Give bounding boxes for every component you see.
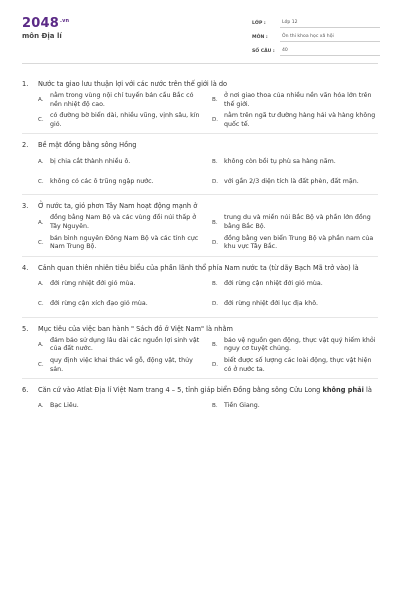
subject-title: môn Địa lí [22,32,62,40]
question-text [22,141,378,150]
meta-row-subject [252,28,380,42]
question-divider [22,256,378,257]
question-text-before: Căn cứ vào Atlat Địa lí Việt Nam trang 4 – 5, tỉnh giáp biển Đồng bằng sông Cửu Long [38,386,323,395]
option-letter: C. [38,178,44,185]
site-logo[interactable] [22,16,69,31]
question-number: 6. [22,386,29,395]
option-text: trung du và miền núi Bắc Bộ và phần lớn đồng bằng Bắc Bộ. [224,214,371,230]
option-grid [22,153,378,190]
question-number: 4. [22,263,29,272]
option-grid [22,214,378,251]
header-divider [22,63,378,64]
option-b[interactable] [212,337,378,354]
option-letter: A. [38,403,44,410]
option-c[interactable] [38,296,204,313]
question-body: Cảnh quan thiên nhiên tiêu biểu của phần lãnh thổ phía Nam nước ta (từ dãy Bạch Mã trở vào) là [38,263,359,272]
option-letter: C. [38,117,44,124]
question-text [22,386,378,395]
question-body [38,386,378,395]
question-number: 3. [22,202,29,211]
option-text: đới rừng nhiệt đới gió mùa. [50,279,136,287]
option-text: biết được số lượng các loài động, thực vật hiện có ở nước ta. [224,356,372,373]
option-letter: D. [212,117,219,124]
option-text: đồng bằng ven biển Trung Bộ và phần nam của khu vực Tây Bắc. [224,234,374,251]
option-text: có đường bờ biển dài, nhiều vũng, vịnh sâu, kín gió. [50,112,200,128]
question-divider [22,317,378,318]
option-letter: B. [212,342,218,349]
option-text: với gần 2/3 diện tích là đất phèn, đất mặn. [224,177,359,185]
option-b[interactable] [212,153,378,170]
option-b[interactable] [212,214,378,231]
question-text [22,80,378,89]
option-grid [22,276,378,313]
option-text: đới rừng cận xích đạo gió mùa. [50,299,148,307]
option-letter: C. [38,362,44,369]
question-divider [22,133,378,134]
question-number: 1. [22,80,29,88]
option-grid [22,92,378,129]
option-text: bị chia cắt thành nhiều ô. [50,157,131,165]
meta-value: Lớp 12 [280,20,380,28]
option-b[interactable] [212,398,378,415]
option-a[interactable] [38,153,204,170]
option-a[interactable] [38,92,204,109]
option-letter: D. [212,178,219,185]
option-text: đới rừng cận nhiệt đới gió mùa. [224,279,323,287]
option-text: đồng bằng Nam Bộ và các vùng đồi núi thấp ở Tây Nguyên. [50,214,197,230]
option-b[interactable] [212,276,378,293]
question-6 [22,386,378,415]
option-letter: A. [38,342,44,349]
question-4 [22,264,378,313]
option-a[interactable] [38,398,204,415]
option-d[interactable] [212,296,378,313]
option-text: không có các ô trũng ngập nước. [50,177,154,185]
meta-label: MÔN : [252,35,268,40]
option-letter: B. [212,97,218,104]
option-letter: D. [212,239,219,246]
question-text [22,264,378,273]
meta-row-count [252,42,380,56]
option-d[interactable] [212,357,378,374]
option-letter: A. [38,97,44,104]
page-header [0,0,400,78]
option-text: nằm trên ngã tư đường hàng hải và hàng không quốc tế. [224,112,376,128]
question-number: 2. [22,141,29,150]
option-text: Bạc Liêu. [50,402,79,410]
question-divider [22,378,378,379]
option-a[interactable] [38,214,204,231]
option-text: Tiền Giang. [224,402,260,410]
option-text: không còn bồi tụ phù sa hàng năm. [224,157,336,165]
question-body: Nước ta giao lưu thuận lợi với các nước trên thế giới là do [38,80,228,88]
option-a[interactable] [38,276,204,293]
question-body: Bề mặt đồng bằng sông Hồng [38,141,137,150]
logo-tld: .vn [59,17,70,24]
question-text-after: là [363,386,372,395]
option-letter: B. [212,158,218,165]
question-divider [22,194,378,195]
question-1 [22,80,378,129]
option-letter: C. [38,239,44,246]
question-text [22,325,378,334]
meta-value: 40 [280,48,380,56]
question-text-emphasis: không phải [322,386,364,395]
option-d[interactable] [212,235,378,252]
option-c[interactable] [38,357,204,374]
question-5 [22,325,378,374]
option-grid [22,398,378,415]
question-body: Mục tiêu của việc ban hành " Sách đỏ ở Việt Nam" là nhằm [38,324,233,333]
question-3 [22,202,378,251]
option-letter: C. [38,300,44,307]
question-list [22,80,378,419]
logo-text: 2048 [22,16,59,31]
option-letter: A. [38,158,44,165]
option-text: ở nơi giao thoa của nhiều nền văn hóa lớn trên thế giới. [224,92,372,108]
meta-row-class [252,14,380,28]
meta-value: Ôn thi khoa học xã hội [280,34,380,42]
option-text: bán bình nguyên Đông Nam Bộ và các tỉnh cực Nam Trung Bộ. [50,234,199,251]
option-letter: A. [38,219,44,226]
option-text: nằm trong vùng nội chí tuyến bán cầu Bắc có nền nhiệt độ cao. [50,92,194,108]
meta-label: LỚP : [252,21,266,26]
option-d[interactable] [212,112,378,129]
question-body: Ở nước ta, gió phơn Tây Nam hoạt động mạnh ở [38,202,198,211]
option-letter: B. [212,280,218,287]
option-text: đảm bảo sử dụng lâu dài các nguồn lợi sinh vật của đất nước. [50,336,200,353]
option-grid [22,337,378,374]
option-a[interactable] [38,337,204,354]
option-letter: A. [38,280,44,287]
option-letter: D. [212,362,219,369]
question-text [22,202,378,211]
option-d[interactable] [212,173,378,190]
option-letter: B. [212,403,218,410]
question-number: 5. [22,324,29,333]
exam-meta [252,14,380,56]
option-text: đới rừng nhiệt đới lục địa khô. [224,299,319,307]
option-c[interactable] [38,173,204,190]
option-letter: B. [212,219,218,226]
option-text: quy định việc khai thác về gỗ, động vật, thủy sản. [50,356,193,373]
option-b[interactable] [212,92,378,109]
option-letter: D. [212,300,219,307]
question-2 [22,141,378,190]
option-c[interactable] [38,112,204,129]
option-text: bảo vệ nguồn gen động, thực vật quý hiếm khỏi nguy cơ tuyệt chủng. [224,336,376,353]
meta-label: SỐ CÂU : [252,49,275,54]
option-c[interactable] [38,235,204,252]
